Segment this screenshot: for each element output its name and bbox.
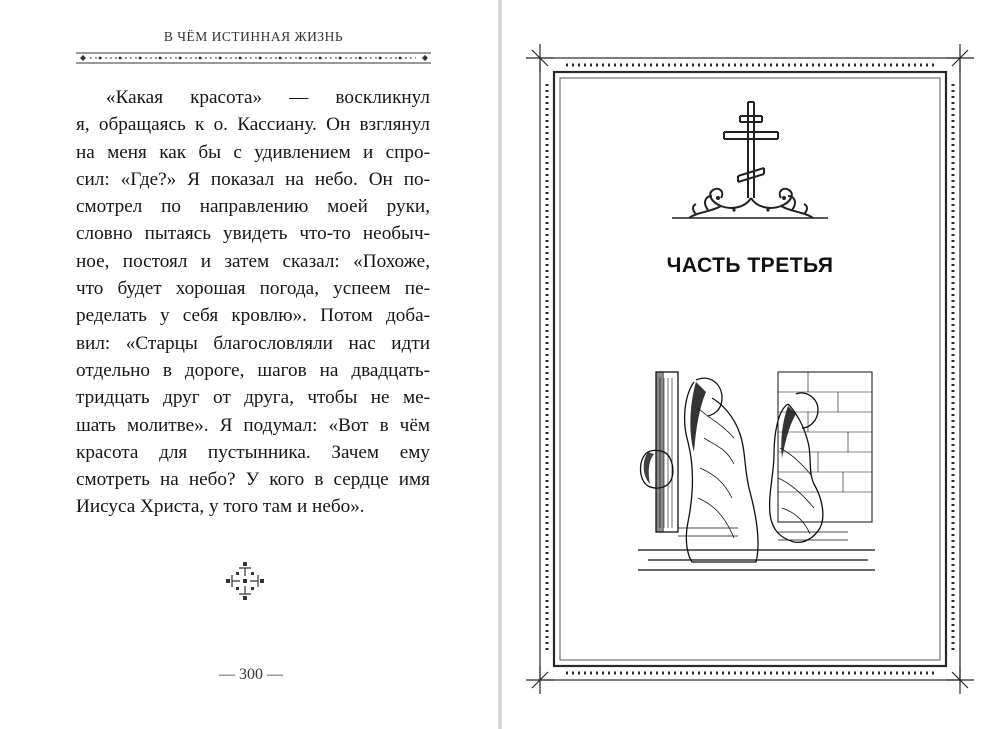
engraving-woman-at-well-illustration (638, 368, 875, 572)
text-line: красота для пустынника. Зачем ему (76, 441, 430, 463)
cross-ornament-icon (222, 558, 268, 604)
right-page (502, 0, 1000, 729)
body-text (76, 84, 430, 521)
text-line: смотрел по направлению моей руки, (76, 196, 430, 218)
text-line: Иисуса Христа, у того там и небо». (76, 496, 365, 518)
text-line: что будет хорошая погода, успеем пе- (76, 278, 430, 300)
left-page (0, 0, 498, 729)
text-line: я, обращаясь к о. Кассиану. Он взглянул (76, 114, 430, 136)
text-line: на меня как бы с удивлением и спро- (76, 141, 430, 163)
running-head: В ЧЁМ ИСТИННАЯ ЖИЗНЬ (163, 29, 344, 44)
text-line: тридцать друг от друга, чтобы не ме- (76, 387, 430, 409)
text-line: словно пытаясь увидеть что-то необыч- (76, 223, 430, 245)
text-line: отдельно в дороге, шагов на двадцать- (76, 359, 430, 381)
orthodox-cross-icon (668, 98, 832, 228)
text-line: шать молитве». Я подумал: «Вот в чём (76, 414, 430, 436)
header-ornament-rule (76, 49, 431, 67)
text-line: ное, постоял и затем сказал: «Похоже, (76, 250, 430, 272)
text-line: ределать у себя кровлю». Потом доба- (76, 305, 430, 327)
text-line: сил: «Где?» Я показал на небо. Он по- (76, 168, 430, 190)
page-number: — 300 — (219, 666, 283, 683)
text-line: вил: «Старцы благословляли нас идти (76, 332, 430, 354)
text-line: «Какая красота» — воскликнул (106, 87, 430, 108)
part-title: ЧАСТЬ ТРЕТЬЯ (666, 254, 834, 277)
text-line: смотреть на небо? У кого в сердце имя (76, 469, 430, 491)
